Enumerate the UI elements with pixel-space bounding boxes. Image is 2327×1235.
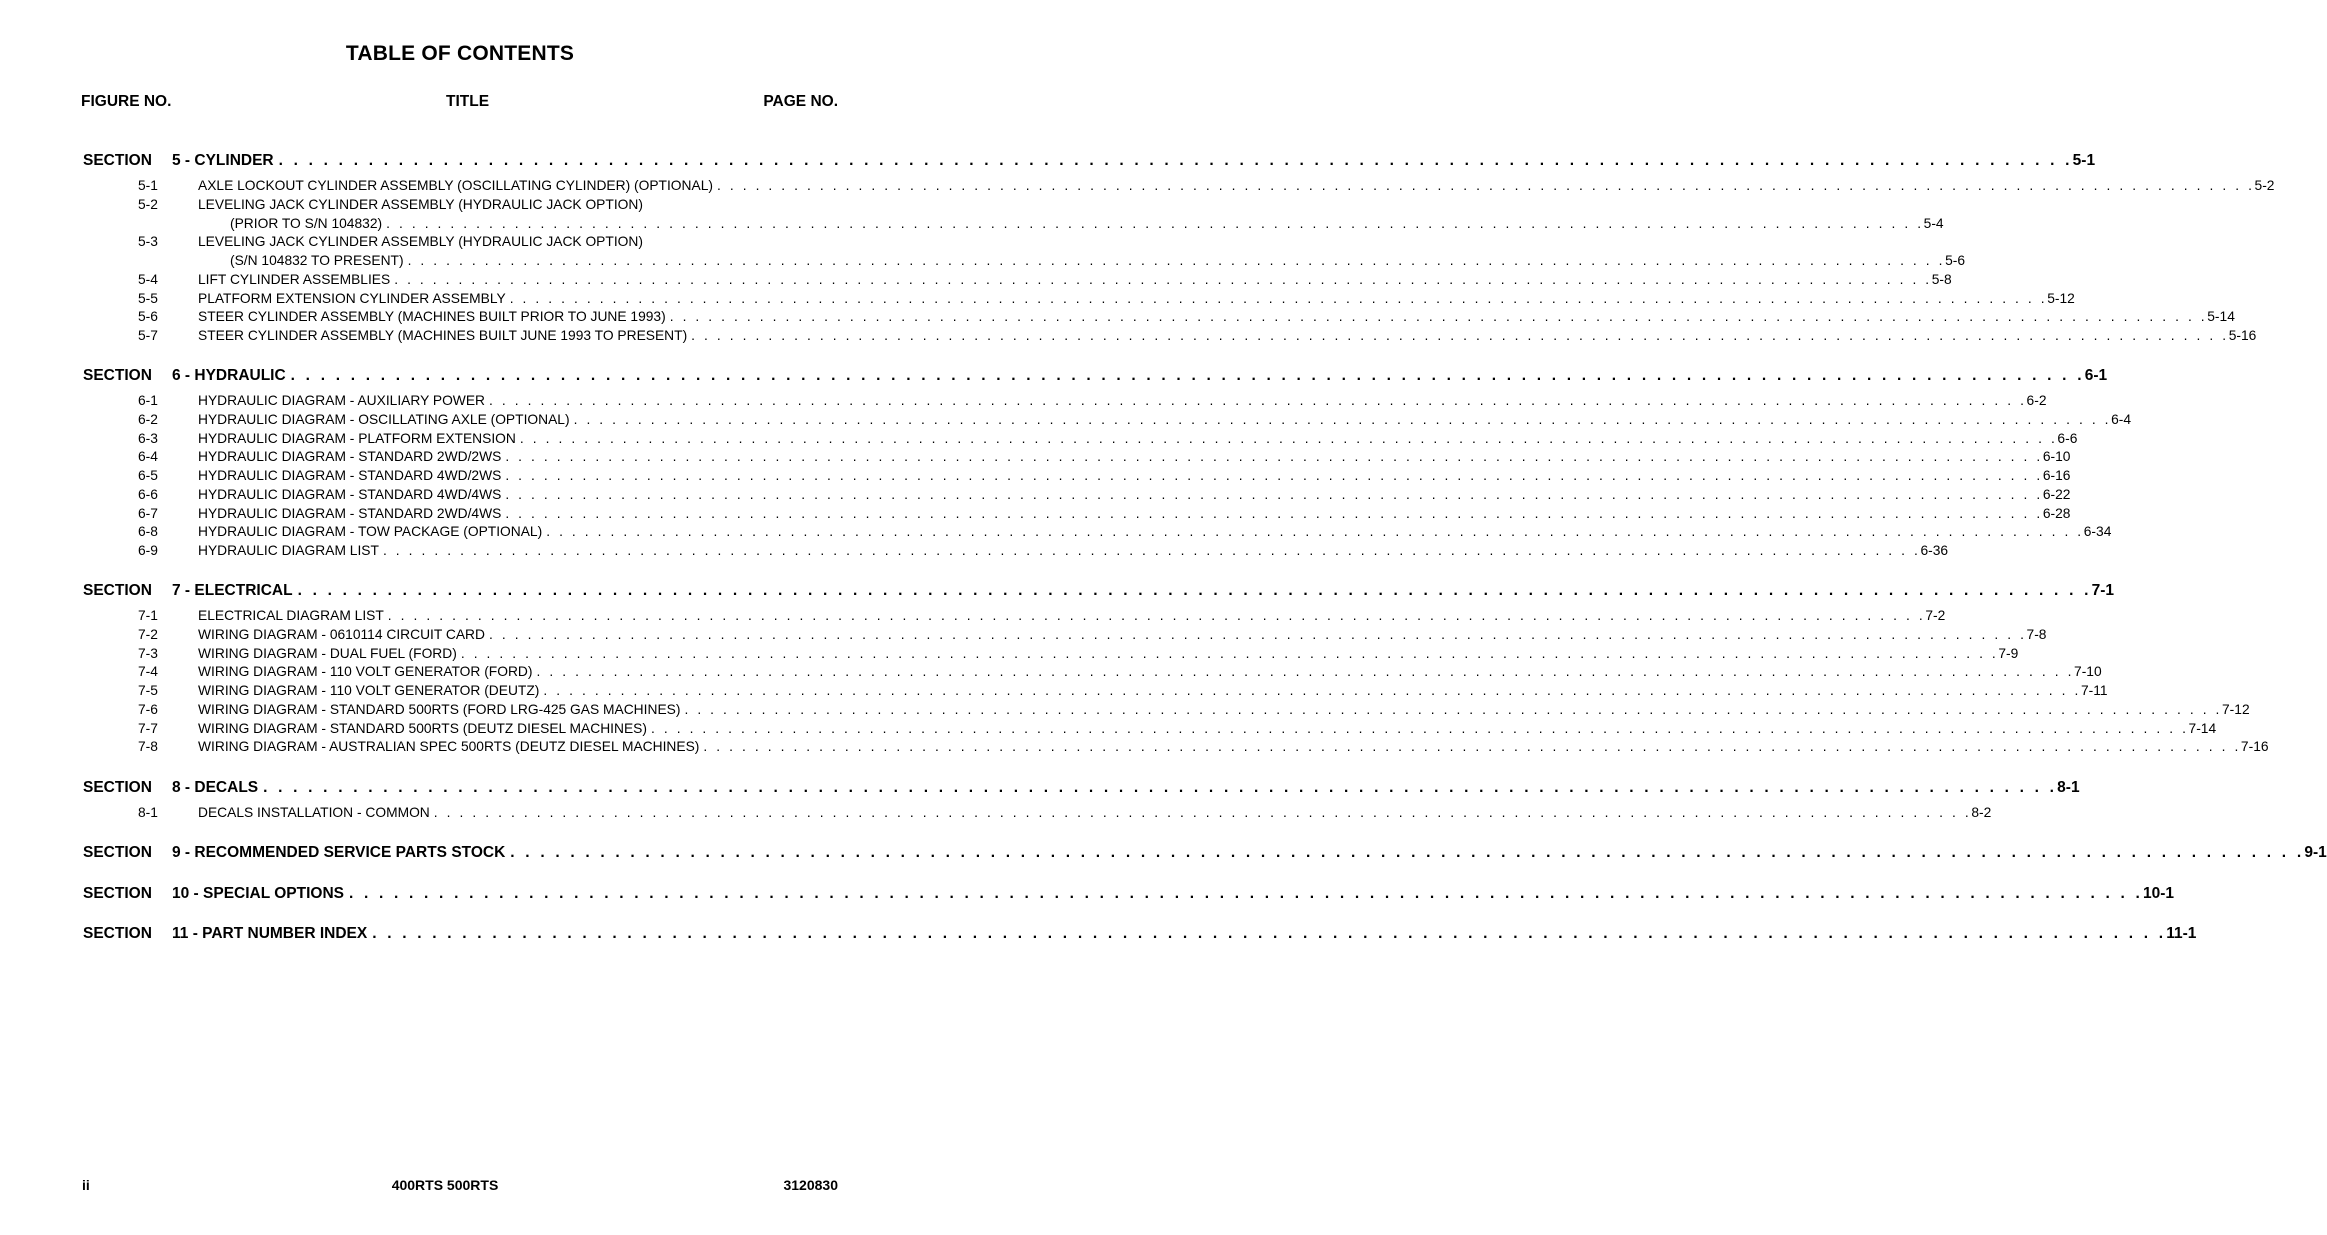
figure-row[interactable] bbox=[138, 486, 2071, 505]
column-header-figure-no: FIGURE NO. bbox=[81, 93, 172, 110]
figure-title: AXLE LOCKOUT CYLINDER ASSEMBLY (OSCILLATING CYLINDER) (OPTIONAL) bbox=[198, 178, 713, 193]
dot-leader: . . . . . . . . . . . . . . . . . . . . . . . . . . . . . . . . . . . . . . . . . . . . . . . . . . . . . . . . . . . . . . . . . . . . . . . . . . . . . . . . . . . . . . . . . . . . . . . . . . . . . . . . . . . . . . . . . . . . . . . . bbox=[489, 393, 2027, 408]
figure-page-number: 5-12 bbox=[2047, 290, 2075, 306]
dot-leader: . . . . . . . . . . . . . . . . . . . . . . . . . . . . . . . . . . . . . . . . . . . . . . . . . . . . . . . . . . . . . . . . . . . . . . . . . . . . . . . . . . . . . . . . . . . . . . . . . . . . . . . . . . . . . . . . . . . . . . . . bbox=[407, 253, 1946, 268]
figure-page-number: 7-14 bbox=[2188, 720, 2217, 736]
figure-title: STEER CYLINDER ASSEMBLY (MACHINES BUILT PRIOR TO JUNE 1993) bbox=[198, 309, 666, 325]
figure-number: 6-1 bbox=[138, 393, 158, 408]
figure-row[interactable] bbox=[138, 468, 2071, 486]
figure-row[interactable] bbox=[138, 393, 2047, 411]
figure-title: WIRING DIAGRAM - AUSTRALIAN SPEC 500RTS (DEUTZ DIESEL MACHINES) bbox=[198, 739, 700, 755]
figure-row-continuation[interactable] bbox=[138, 253, 1966, 271]
figure-page-number: 6-4 bbox=[2111, 411, 2132, 427]
dot-leader: . . . . . . . . . . . . . . . . . . . . . . . . . . . . . . . . . . . . . . . . . . . . . . . . . . . . . . . . . . . . . . . . . . . . . . . . . . . . . . . . . . . . . . . . . . . . . . . . . . . . . . . . . . . . . . . . . . . . . . . . bbox=[263, 779, 2058, 796]
figure-title: LEVELING JACK CYLINDER ASSEMBLY (HYDRAULIC JACK OPTION) bbox=[198, 196, 643, 212]
figure-row[interactable] bbox=[138, 271, 1952, 290]
figure-number: 7-4 bbox=[138, 664, 158, 680]
section-label: SECTION bbox=[83, 925, 152, 942]
figure-row[interactable] bbox=[138, 701, 2250, 720]
figure-row[interactable] bbox=[138, 645, 2019, 664]
figure-title: WIRING DIAGRAM - STANDARD 500RTS (FORD LRG-425 GAS MACHINES) bbox=[198, 701, 681, 717]
figure-row[interactable] bbox=[138, 234, 808, 252]
figure-row[interactable] bbox=[138, 524, 2112, 542]
figure-row[interactable] bbox=[138, 505, 2071, 524]
figure-row[interactable] bbox=[138, 411, 2132, 430]
section-label: SECTION bbox=[83, 779, 152, 796]
dot-leader: . . . . . . . . . . . . . . . . . . . . . . . . . . . . . . . . . . . . . . . . . . . . . . . . . . . . . . . . . . . . . . . . . . . . . . . . . . . . . . . . . . . . . . . . . . . . . . . . . . . . . . . . . . . . . . . . . . . . . . . . bbox=[387, 608, 1926, 623]
figure-number: 5-4 bbox=[138, 271, 158, 287]
figure-title: LEVELING JACK CYLINDER ASSEMBLY (HYDRAULIC JACK OPTION) bbox=[198, 234, 643, 250]
dot-leader: . . . . . . . . . . . . . . . . . . . . . . . . . . . . . . . . . . . . . . . . . . . . . . . . . . . . . . . . . . . . . . . . . . . . . . . . . . . . . . . . . . . . . . . . . . . . . . . . . . . . . . . . . . . . . . . . . . . . . . . . bbox=[297, 582, 2092, 599]
figure-page-number: 6-28 bbox=[2042, 505, 2071, 521]
section-label: SECTION bbox=[83, 582, 152, 599]
dot-leader: . . . . . . . . . . . . . . . . . . . . . . . . . . . . . . . . . . . . . . . . . . . . . . . . . . . . . . . . . . . . . . . . . . . . . . . . . . . . . . . . . . . . . . . . . . . . . . . . . . . . . . . . . . . . . . . . . . . . . . . . bbox=[382, 543, 1921, 558]
section-label: SECTION bbox=[83, 885, 152, 902]
dot-leader: . . . . . . . . . . . . . . . . . . . . . . . . . . . . . . . . . . . . . . . . . . . . . . . . . . . . . . . . . . . . . . . . . . . . . . . . . . . . . . . . . . . . . . . . . . . . . . . . . . . . . . . . . . . . . . . . . . . . . . . . bbox=[573, 411, 2112, 427]
figure-number: 6-4 bbox=[138, 449, 158, 465]
figure-title: WIRING DIAGRAM - 110 VOLT GENERATOR (FORD) bbox=[198, 664, 533, 680]
figure-title: HYDRAULIC DIAGRAM - TOW PACKAGE (OPTIONAL) bbox=[198, 524, 543, 540]
figure-number: 7-5 bbox=[138, 683, 158, 698]
figure-number: 7-1 bbox=[138, 608, 158, 623]
figure-title: HYDRAULIC DIAGRAM - STANDARD 2WD/2WS bbox=[198, 449, 502, 465]
figure-page-number: 7-11 bbox=[2080, 683, 2108, 698]
figure-title: HYDRAULIC DIAGRAM - STANDARD 4WD/4WS bbox=[198, 486, 502, 502]
figure-title: DECALS INSTALLATION - COMMON bbox=[198, 805, 430, 820]
section-page-number: 5-1 bbox=[2072, 152, 2096, 169]
footer-page-number: ii bbox=[82, 1177, 90, 1193]
figure-row[interactable] bbox=[138, 608, 1946, 626]
section-page-number: 11-1 bbox=[2166, 925, 2197, 942]
figure-title: LIFT CYLINDER ASSEMBLIES bbox=[198, 271, 391, 287]
figure-row[interactable] bbox=[138, 449, 2071, 467]
dot-leader: . . . . . . . . . . . . . . . . . . . . . . . . . . . . . . . . . . . . . . . . . . . . . . . . . . . . . . . . . . . . . . . . . . . . . . . . . . . . . . . . . . . . . . . . . . . . . . . . . . . . . . . . . . . . . . . . . . . . . . . . bbox=[348, 885, 2144, 902]
section-label: SECTION bbox=[83, 844, 152, 861]
section-page-number: 8-1 bbox=[2057, 779, 2080, 796]
figure-page-number: 5-14 bbox=[2207, 309, 2235, 325]
figure-page-number: 5-6 bbox=[1945, 253, 1966, 268]
dot-leader: . . . . . . . . . . . . . . . . . . . . . . . . . . . . . . . . . . . . . . . . . . . . . . . . . . . . . . . . . . . . . . . . . . . . . . . . . . . . . . . . . . . . . . . . . . . . . . . . . . . . . . . . . . . . . . . . . . . . . . . . bbox=[684, 701, 2222, 717]
section-label: SECTION bbox=[83, 152, 152, 169]
figure-page-number: 6-6 bbox=[2057, 430, 2078, 446]
dot-leader: . . . . . . . . . . . . . . . . . . . . . . . . . . . . . . . . . . . . . . . . . . . . . . . . . . . . . . . . . . . . . . . . . . . . . . . . . . . . . . . . . . . . . . . . . . . . . . . . . . . . . . . . . . . . . . . . . . . . . . . . bbox=[460, 645, 1999, 661]
section-label: SECTION bbox=[83, 367, 152, 384]
figure-number: 5-7 bbox=[138, 328, 158, 343]
figure-page-number: 6-16 bbox=[2042, 468, 2071, 483]
figure-title: WIRING DIAGRAM - STANDARD 500RTS (DEUTZ DIESEL MACHINES) bbox=[198, 720, 647, 736]
figure-title: HYDRAULIC DIAGRAM - AUXILIARY POWER bbox=[198, 393, 485, 408]
figure-row[interactable] bbox=[138, 683, 2108, 701]
figure-page-number: 5-16 bbox=[2228, 328, 2257, 343]
figure-page-number: 7-10 bbox=[2074, 664, 2102, 680]
dot-leader: . . . . . . . . . . . . . . . . . . . . . . . . . . . . . . . . . . . . . . . . . . . . . . . . . . . . . . . . . . . . . . . . . . . . . . . . . . . . . . . . . . . . . . . . . . . . . . . . . . . . . . . . . . . . . . . . . . . . . . . . bbox=[543, 683, 2081, 698]
dot-leader: . . . . . . . . . . . . . . . . . . . . . . . . . . . . . . . . . . . . . . . . . . . . . . . . . . . . . . . . . . . . . . . . . . . . . . . . . . . . . . . . . . . . . . . . . . . . . . . . . . . . . . . . . . . . . . . . . . . . . . . . bbox=[546, 524, 2084, 540]
section-page-number: 10-1 bbox=[2143, 885, 2175, 902]
dot-leader: . . . . . . . . . . . . . . . . . . . . . . . . . . . . . . . . . . . . . . . . . . . . . . . . . . . . . . . . . . . . . . . . . . . . . . . . . . . . . . . . . . . . . . . . . . . . . . . . . . . . . . . . . . . . . . . . . . . . . . . . bbox=[703, 739, 2241, 755]
column-header-page-no: PAGE NO. bbox=[763, 93, 838, 110]
footer-model: 400RTS 500RTS bbox=[391, 1177, 499, 1193]
section-title: 8 - DECALS bbox=[172, 779, 259, 796]
figure-number: 6-8 bbox=[138, 524, 158, 540]
figure-row[interactable] bbox=[138, 543, 1949, 561]
dot-leader: . . . . . . . . . . . . . . . . . . . . . . . . . . . . . . . . . . . . . . . . . . . . . . . . . . . . . . . . . . . . . . . . . . . . . . . . . . . . . . . . . . . . . . . . . . . . . . . . . . . . . . . . . . . . . . . . . . . . . . . . bbox=[716, 178, 2255, 193]
section-row[interactable] bbox=[83, 885, 2175, 905]
figure-number: 7-2 bbox=[138, 626, 158, 642]
figure-number: 5-1 bbox=[138, 178, 158, 193]
figure-row[interactable] bbox=[138, 664, 2102, 682]
section-title: 9 - RECOMMENDED SERVICE PARTS STOCK bbox=[172, 844, 506, 861]
dot-leader: . . . . . . . . . . . . . . . . . . . . . . . . . . . . . . . . . . . . . . . . . . . . . . . . . . . . . . . . . . . . . . . . . . . . . . . . . . . . . . . . . . . . . . . . . . . . . . . . . . . . . . . . . . . . . . . . . . . . . . . . bbox=[290, 367, 2085, 384]
figure-title: HYDRAULIC DIAGRAM - OSCILLATING AXLE (OPTIONAL) bbox=[198, 411, 570, 427]
figure-title-continuation: (S/N 104832 TO PRESENT) bbox=[230, 253, 404, 268]
section-row[interactable] bbox=[83, 844, 2327, 864]
figure-title: HYDRAULIC DIAGRAM LIST bbox=[198, 543, 379, 558]
figure-row-continuation[interactable] bbox=[138, 215, 1944, 234]
column-header-title: TITLE bbox=[446, 93, 490, 110]
section-title: 7 - ELECTRICAL bbox=[172, 582, 293, 599]
figure-row[interactable] bbox=[138, 309, 2235, 327]
dot-leader: . . . . . . . . . . . . . . . . . . . . . . . . . . . . . . . . . . . . . . . . . . . . . . . . . . . . . . . . . . . . . . . . . . . . . . . . . . . . . . . . . . . . . . . . . . . . . . . . . . . . . . . . . . . . . . . . . . . . . . . . bbox=[505, 468, 2043, 483]
figure-row[interactable] bbox=[138, 805, 1992, 823]
figure-page-number: 5-4 bbox=[1923, 215, 1944, 231]
dot-leader: . . . . . . . . . . . . . . . . . . . . . . . . . . . . . . . . . . . . . . . . . . . . . . . . . . . . . . . . . . . . . . . . . . . . . . . . . . . . . . . . . . . . . . . . . . . . . . . . . . . . . . . . . . . . . . . . . . . . . . . . bbox=[372, 925, 2167, 942]
figure-title: HYDRAULIC DIAGRAM - PLATFORM EXTENSION bbox=[198, 430, 516, 446]
figure-number: 7-6 bbox=[138, 701, 158, 717]
dot-leader: . . . . . . . . . . . . . . . . . . . . . . . . . . . . . . . . . . . . . . . . . . . . . . . . . . . . . . . . . . . . . . . . . . . . . . . . . . . . . . . . . . . . . . . . . . . . . . . . . . . . . . . . . . . . . . . . . . . . . . . . bbox=[505, 486, 2043, 502]
figure-number: 6-3 bbox=[138, 430, 158, 446]
section-title: 10 - SPECIAL OPTIONS bbox=[172, 885, 344, 902]
dot-leader: . . . . . . . . . . . . . . . . . . . . . . . . . . . . . . . . . . . . . . . . . . . . . . . . . . . . . . . . . . . . . . . . . . . . . . . . . . . . . . . . . . . . . . . . . . . . . . . . . . . . . . . . . . . . . . . . . . . . . . . . bbox=[386, 215, 1924, 231]
figure-row[interactable] bbox=[138, 290, 2075, 309]
dot-leader: . . . . . . . . . . . . . . . . . . . . . . . . . . . . . . . . . . . . . . . . . . . . . . . . . . . . . . . . . . . . . . . . . . . . . . . . . . . . . . . . . . . . . . . . . . . . . . . . . . . . . . . . . . . . . . . . . . . . . . . . bbox=[509, 290, 2048, 306]
section-title: 6 - HYDRAULIC bbox=[172, 367, 286, 384]
figure-number: 8-1 bbox=[138, 805, 158, 820]
dot-leader: . . . . . . . . . . . . . . . . . . . . . . . . . . . . . . . . . . . . . . . . . . . . . . . . . . . . . . . . . . . . . . . . . . . . . . . . . . . . . . . . . . . . . . . . . . . . . . . . . . . . . . . . . . . . . . . . . . . . . . . . bbox=[691, 328, 2229, 343]
section-title: 5 - CYLINDER bbox=[172, 152, 274, 169]
figure-title: HYDRAULIC DIAGRAM - STANDARD 2WD/4WS bbox=[198, 505, 502, 521]
figure-title: WIRING DIAGRAM - 110 VOLT GENERATOR (DEUTZ) bbox=[198, 683, 540, 698]
figure-number: 6-5 bbox=[138, 468, 158, 483]
section-page-number: 6-1 bbox=[2084, 367, 2108, 384]
figure-title: WIRING DIAGRAM - DUAL FUEL (FORD) bbox=[198, 645, 457, 661]
section-row[interactable] bbox=[83, 779, 2080, 799]
dot-leader: . . . . . . . . . . . . . . . . . . . . . . . . . . . . . . . . . . . . . . . . . . . . . . . . . . . . . . . . . . . . . . . . . . . . . . . . . . . . . . . . . . . . . . . . . . . . . . . . . . . . . . . . . . . . . . . . . . . . . . . . bbox=[488, 626, 2027, 642]
figure-number: 7-7 bbox=[138, 720, 158, 736]
section-title: 11 - PART NUMBER INDEX bbox=[172, 925, 368, 942]
figure-page-number: 6-10 bbox=[2042, 449, 2071, 465]
figure-number: 5-6 bbox=[138, 309, 158, 325]
figure-row[interactable] bbox=[138, 430, 2078, 449]
figure-row[interactable] bbox=[138, 720, 2217, 739]
figure-title-continuation: (PRIOR TO S/N 104832) bbox=[230, 215, 383, 231]
figure-page-number: 7-8 bbox=[2026, 626, 2047, 642]
figure-title: PLATFORM EXTENSION CYLINDER ASSEMBLY bbox=[198, 290, 506, 306]
figure-number: 5-3 bbox=[138, 234, 158, 250]
figure-page-number: 8-2 bbox=[1971, 805, 1992, 820]
section-row[interactable] bbox=[83, 152, 2096, 172]
figure-title: HYDRAULIC DIAGRAM - STANDARD 4WD/2WS bbox=[198, 468, 502, 483]
figure-title: WIRING DIAGRAM - 0610114 CIRCUIT CARD bbox=[198, 626, 485, 642]
figure-title: ELECTRICAL DIAGRAM LIST bbox=[198, 608, 384, 623]
section-row[interactable] bbox=[83, 367, 2108, 387]
dot-leader: . . . . . . . . . . . . . . . . . . . . . . . . . . . . . . . . . . . . . . . . . . . . . . . . . . . . . . . . . . . . . . . . . . . . . . . . . . . . . . . . . . . . . . . . . . . . . . . . . . . . . . . . . . . . . . . . . . . . . . . . bbox=[278, 152, 2073, 169]
dot-leader: . . . . . . . . . . . . . . . . . . . . . . . . . . . . . . . . . . . . . . . . . . . . . . . . . . . . . . . . . . . . . . . . . . . . . . . . . . . . . . . . . . . . . . . . . . . . . . . . . . . . . . . . . . . . . . . . . . . . . . . . bbox=[650, 720, 2189, 736]
dot-leader: . . . . . . . . . . . . . . . . . . . . . . . . . . . . . . . . . . . . . . . . . . . . . . . . . . . . . . . . . . . . . . . . . . . . . . . . . . . . . . . . . . . . . . . . . . . . . . . . . . . . . . . . . . . . . . . . . . . . . . . . bbox=[505, 505, 2043, 521]
figure-row[interactable] bbox=[138, 197, 808, 215]
figure-number: 6-2 bbox=[138, 411, 158, 427]
dot-leader: . . . . . . . . . . . . . . . . . . . . . . . . . . . . . . . . . . . . . . . . . . . . . . . . . . . . . . . . . . . . . . . . . . . . . . . . . . . . . . . . . . . . . . . . . . . . . . . . . . . . . . . . . . . . . . . . . . . . . . . . bbox=[394, 271, 1932, 287]
figure-number: 6-9 bbox=[138, 543, 158, 558]
section-page-number: 7-1 bbox=[2091, 582, 2114, 599]
figure-page-number: 7-12 bbox=[2222, 701, 2250, 717]
page-title: TABLE OF CONTENTS bbox=[345, 42, 575, 65]
figure-number: 5-2 bbox=[138, 196, 158, 212]
figure-number: 7-8 bbox=[138, 739, 158, 755]
figure-number: 6-7 bbox=[138, 505, 158, 521]
dot-leader: . . . . . . . . . . . . . . . . . . . . . . . . . . . . . . . . . . . . . . . . . . . . . . . . . . . . . . . . . . . . . . . . . . . . . . . . . . . . . . . . . . . . . . . . . . . . . . . . . . . . . . . . . . . . . . . . . . . . . . . . bbox=[433, 805, 1972, 820]
figure-page-number: 6-2 bbox=[2026, 393, 2047, 408]
dot-leader: . . . . . . . . . . . . . . . . . . . . . . . . . . . . . . . . . . . . . . . . . . . . . . . . . . . . . . . . . . . . . . . . . . . . . . . . . . . . . . . . . . . . . . . . . . . . . . . . . . . . . . . . . . . . . . . . . . . . . . . . bbox=[669, 309, 2208, 325]
figure-page-number: 7-9 bbox=[1998, 645, 2019, 661]
figure-page-number: 6-34 bbox=[2083, 524, 2112, 540]
footer-document-number: 3120830 bbox=[783, 1177, 838, 1193]
figure-number: 5-5 bbox=[138, 290, 158, 306]
figure-page-number: 6-22 bbox=[2042, 486, 2071, 502]
section-row[interactable] bbox=[83, 582, 2114, 602]
figure-page-number: 6-36 bbox=[1920, 543, 1949, 558]
figure-row[interactable] bbox=[138, 739, 2269, 757]
figure-page-number: 5-2 bbox=[2254, 178, 2275, 193]
figure-row[interactable] bbox=[138, 178, 2275, 196]
section-row[interactable] bbox=[83, 925, 2197, 945]
figure-row[interactable] bbox=[138, 626, 2047, 645]
dot-leader: . . . . . . . . . . . . . . . . . . . . . . . . . . . . . . . . . . . . . . . . . . . . . . . . . . . . . . . . . . . . . . . . . . . . . . . . . . . . . . . . . . . . . . . . . . . . . . . . . . . . . . . . . . . . . . . . . . . . . . . . bbox=[510, 844, 2305, 861]
figure-page-number: 7-16 bbox=[2240, 739, 2269, 755]
figure-page-number: 5-8 bbox=[1931, 271, 1952, 287]
figure-number: 6-6 bbox=[138, 486, 158, 502]
figure-page-number: 7-2 bbox=[1925, 608, 1946, 623]
section-page-number: 9-1 bbox=[2304, 844, 2327, 861]
figure-title: STEER CYLINDER ASSEMBLY (MACHINES BUILT JUNE 1993 TO PRESENT) bbox=[198, 328, 688, 343]
figure-number: 7-3 bbox=[138, 645, 158, 661]
dot-leader: . . . . . . . . . . . . . . . . . . . . . . . . . . . . . . . . . . . . . . . . . . . . . . . . . . . . . . . . . . . . . . . . . . . . . . . . . . . . . . . . . . . . . . . . . . . . . . . . . . . . . . . . . . . . . . . . . . . . . . . . bbox=[536, 664, 2075, 680]
figure-row[interactable] bbox=[138, 328, 2257, 346]
dot-leader: . . . . . . . . . . . . . . . . . . . . . . . . . . . . . . . . . . . . . . . . . . . . . . . . . . . . . . . . . . . . . . . . . . . . . . . . . . . . . . . . . . . . . . . . . . . . . . . . . . . . . . . . . . . . . . . . . . . . . . . . bbox=[505, 449, 2043, 465]
dot-leader: . . . . . . . . . . . . . . . . . . . . . . . . . . . . . . . . . . . . . . . . . . . . . . . . . . . . . . . . . . . . . . . . . . . . . . . . . . . . . . . . . . . . . . . . . . . . . . . . . . . . . . . . . . . . . . . . . . . . . . . . bbox=[519, 430, 2058, 446]
